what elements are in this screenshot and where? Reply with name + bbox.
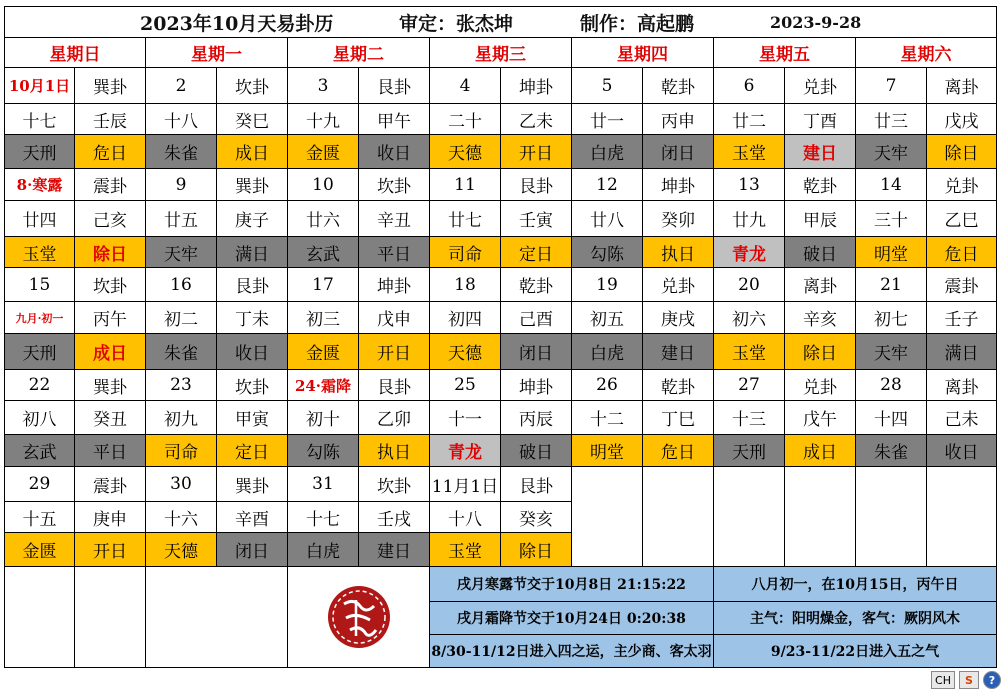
gua-name: 兑卦 (785, 370, 856, 401)
day-number: 16 (146, 268, 217, 302)
day-number: 24·霜降 (288, 370, 359, 401)
day-officer: 满日 (217, 237, 288, 268)
ganzhi: 壬戌 (359, 502, 430, 533)
day-star: 玄武 (4, 435, 75, 467)
day-officer: 闭日 (643, 135, 714, 169)
lunar-day: 十六 (146, 502, 217, 533)
day-number: 12 (572, 169, 643, 201)
day-number: 19 (572, 268, 643, 302)
ganzhi: 丙申 (643, 104, 714, 135)
day-star: 金匮 (288, 135, 359, 169)
weekday-header: 星期二 (288, 37, 430, 68)
ganzhi: 壬子 (927, 302, 997, 334)
gua-name: 兑卦 (785, 68, 856, 104)
gua-name: 坎卦 (359, 169, 430, 201)
gua-name: 震卦 (75, 169, 146, 201)
ganzhi: 丁未 (217, 302, 288, 334)
day-star: 天德 (146, 533, 217, 567)
day-officer: 建日 (359, 533, 430, 567)
day-star: 玄武 (288, 237, 359, 268)
day-star: 金匮 (288, 334, 359, 370)
maker-label: 制作：高起鹏 (580, 12, 695, 35)
gua-name: 巽卦 (75, 68, 146, 104)
day-number: 9 (146, 169, 217, 201)
day-star: 天牢 (146, 237, 217, 268)
lunar-day: 初七 (856, 302, 927, 334)
day-star: 司命 (146, 435, 217, 467)
day-star: 天牢 (856, 135, 927, 169)
day-officer: 满日 (927, 334, 997, 370)
seal-logo-cell (288, 567, 430, 668)
day-number: 30 (146, 467, 217, 502)
gua-name: 离卦 (785, 268, 856, 302)
day-star: 朱雀 (146, 135, 217, 169)
gua-name: 巽卦 (217, 467, 288, 502)
day-number: 13 (714, 169, 785, 201)
ganzhi: 乙卯 (359, 401, 430, 435)
day-star: 玉堂 (430, 533, 501, 567)
gua-name: 巽卦 (75, 370, 146, 401)
lunar-day: 十五 (4, 502, 75, 533)
lunar-day: 廿八 (572, 201, 643, 237)
day-number: 22 (4, 370, 75, 401)
lunar-day: 十七 (288, 502, 359, 533)
day-star: 朱雀 (146, 334, 217, 370)
jieqi-info-1: 戌月寒露节交于10月8日 21:15:22 (430, 567, 714, 602)
gua-name: 艮卦 (359, 68, 430, 104)
ganzhi: 辛亥 (785, 302, 856, 334)
ganzhi: 庚戌 (643, 302, 714, 334)
day-star: 勾陈 (572, 237, 643, 268)
day-star: 明堂 (572, 435, 643, 467)
gua-name: 兑卦 (927, 169, 997, 201)
lunar-day: 二十 (430, 104, 501, 135)
day-number: 5 (572, 68, 643, 104)
ganzhi: 丁巳 (643, 401, 714, 435)
gua-name: 坎卦 (217, 370, 288, 401)
ganzhi: 戊戌 (927, 104, 997, 135)
empty-cell (75, 567, 146, 668)
day-officer: 建日 (643, 334, 714, 370)
day-star: 勾陈 (288, 435, 359, 467)
day-officer: 除日 (501, 533, 572, 567)
gua-name: 离卦 (927, 370, 997, 401)
day-star: 青龙 (430, 435, 501, 467)
day-number: 28 (856, 370, 927, 401)
day-officer: 开日 (501, 135, 572, 169)
day-officer: 除日 (927, 135, 997, 169)
day-number: 14 (856, 169, 927, 201)
gua-name: 乾卦 (643, 68, 714, 104)
day-number: 10 (288, 169, 359, 201)
gua-name: 震卦 (927, 268, 997, 302)
yun-info: 8/30-11/12日进入四之运，主少商、客太羽 (430, 635, 714, 668)
day-star: 白虎 (288, 533, 359, 567)
day-officer: 建日 (785, 135, 856, 169)
jieqi-info-2: 戌月霜降节交于10月24日 0:20:38 (430, 602, 714, 635)
qi-period-info: 9/23-11/22日进入五之气 (714, 635, 997, 668)
lunar-day: 初二 (146, 302, 217, 334)
day-officer: 危日 (75, 135, 146, 169)
day-star: 玉堂 (714, 135, 785, 169)
gua-name: 坤卦 (359, 268, 430, 302)
gua-name: 兑卦 (643, 268, 714, 302)
day-officer: 破日 (785, 237, 856, 268)
ganzhi: 辛酉 (217, 502, 288, 533)
empty-cell (927, 467, 997, 567)
lunar-day: 十九 (288, 104, 359, 135)
gua-name: 艮卦 (501, 169, 572, 201)
day-number: 29 (4, 467, 75, 502)
day-number: 18 (430, 268, 501, 302)
day-officer: 除日 (785, 334, 856, 370)
gua-name: 艮卦 (359, 370, 430, 401)
empty-cell (714, 467, 785, 567)
ganzhi: 乙未 (501, 104, 572, 135)
ganzhi: 己亥 (75, 201, 146, 237)
lunar-day: 十四 (856, 401, 927, 435)
day-number: 4 (430, 68, 501, 104)
day-officer: 收日 (217, 334, 288, 370)
day-star: 明堂 (856, 237, 927, 268)
day-officer: 执日 (643, 237, 714, 268)
day-star: 白虎 (572, 334, 643, 370)
day-star: 玉堂 (714, 334, 785, 370)
day-number: 2 (146, 68, 217, 104)
day-star: 天牢 (856, 334, 927, 370)
qi-info: 主气：阳明燥金，客气：厥阴风木 (714, 602, 997, 635)
day-star: 天刑 (4, 334, 75, 370)
ganzhi: 癸丑 (75, 401, 146, 435)
ime-ch-indicator[interactable]: CH (931, 671, 955, 689)
lunar-day: 初五 (572, 302, 643, 334)
day-number: 31 (288, 467, 359, 502)
day-star: 天刑 (4, 135, 75, 169)
gua-name: 坤卦 (501, 68, 572, 104)
ganzhi: 辛丑 (359, 201, 430, 237)
day-number: 25 (430, 370, 501, 401)
lunar-day: 十八 (430, 502, 501, 533)
day-number: 11月1日 (430, 467, 501, 502)
lunar-day: 廿二 (714, 104, 785, 135)
lunar-day: 十七 (4, 104, 75, 135)
lunar-day: 廿三 (856, 104, 927, 135)
ganzhi: 丙辰 (501, 401, 572, 435)
calendar-title: 2023年10月天易卦历 (140, 12, 334, 35)
day-star: 天刑 (714, 435, 785, 467)
gua-name: 坎卦 (217, 68, 288, 104)
day-officer: 执日 (359, 435, 430, 467)
day-number: 21 (856, 268, 927, 302)
ganzhi: 乙巳 (927, 201, 997, 237)
gua-name: 坎卦 (359, 467, 430, 502)
weekday-header: 星期六 (856, 37, 997, 68)
weekday-header: 星期五 (714, 37, 856, 68)
ganzhi: 庚申 (75, 502, 146, 533)
day-officer: 定日 (217, 435, 288, 467)
empty-cell (4, 567, 75, 668)
day-number: 3 (288, 68, 359, 104)
title-bar (4, 6, 997, 38)
day-officer: 危日 (927, 237, 997, 268)
lunar-day: 廿六 (288, 201, 359, 237)
ganzhi: 癸亥 (501, 502, 572, 533)
lunar-day: 十三 (714, 401, 785, 435)
seal-logo-icon (326, 584, 392, 650)
lunar-day: 廿四 (4, 201, 75, 237)
ganzhi: 己酉 (501, 302, 572, 334)
empty-cell (856, 467, 927, 567)
ganzhi: 癸卯 (643, 201, 714, 237)
lunar-day: 十二 (572, 401, 643, 435)
ganzhi: 己未 (927, 401, 997, 435)
lunar-day: 廿一 (572, 104, 643, 135)
lunar-day: 初八 (4, 401, 75, 435)
day-star: 玉堂 (4, 237, 75, 268)
day-officer: 成日 (785, 435, 856, 467)
ganzhi: 壬寅 (501, 201, 572, 237)
day-star: 天德 (430, 334, 501, 370)
date-label: 2023-9-28 (770, 12, 862, 32)
lunar-day: 初三 (288, 302, 359, 334)
gua-name: 艮卦 (501, 467, 572, 502)
day-officer: 闭日 (501, 334, 572, 370)
lunar-day: 三十 (856, 201, 927, 237)
day-star: 司命 (430, 237, 501, 268)
day-officer: 定日 (501, 237, 572, 268)
day-star: 天德 (430, 135, 501, 169)
day-officer: 收日 (359, 135, 430, 169)
weekday-header: 星期三 (430, 37, 572, 68)
lunar-day: 十八 (146, 104, 217, 135)
lunar-day: 初十 (288, 401, 359, 435)
lunar-day: 九月·初一 (4, 302, 75, 334)
gua-name: 震卦 (75, 467, 146, 502)
day-officer: 成日 (75, 334, 146, 370)
day-star: 金匮 (4, 533, 75, 567)
status-tray (931, 670, 1001, 690)
lunar-day: 初四 (430, 302, 501, 334)
day-officer: 闭日 (217, 533, 288, 567)
gua-name: 巽卦 (217, 169, 288, 201)
lunar-day: 初九 (146, 401, 217, 435)
ganzhi: 丁酉 (785, 104, 856, 135)
calendar-sheet (4, 6, 997, 686)
day-officer: 破日 (501, 435, 572, 467)
gua-name: 乾卦 (643, 370, 714, 401)
day-number: 6 (714, 68, 785, 104)
sogou-icon[interactable]: S (959, 671, 979, 689)
lunar-day: 廿五 (146, 201, 217, 237)
ganzhi: 甲辰 (785, 201, 856, 237)
ganzhi: 甲午 (359, 104, 430, 135)
ganzhi: 壬辰 (75, 104, 146, 135)
weekday-header: 星期日 (4, 37, 146, 68)
day-number: 8·寒露 (4, 169, 75, 201)
ganzhi: 癸巳 (217, 104, 288, 135)
empty-cell (643, 467, 714, 567)
day-officer: 成日 (217, 135, 288, 169)
ganzhi: 丙午 (75, 302, 146, 334)
empty-cell (572, 467, 643, 567)
day-number: 15 (4, 268, 75, 302)
gua-name: 离卦 (927, 68, 997, 104)
gua-name: 坤卦 (643, 169, 714, 201)
lunar-day: 廿七 (430, 201, 501, 237)
weekday-header: 星期四 (572, 37, 714, 68)
gua-name: 乾卦 (785, 169, 856, 201)
day-officer: 收日 (927, 435, 997, 467)
day-number: 23 (146, 370, 217, 401)
day-officer: 平日 (359, 237, 430, 268)
ganzhi: 戊申 (359, 302, 430, 334)
empty-cell (785, 467, 856, 567)
gua-name: 乾卦 (501, 268, 572, 302)
lunar-day: 十一 (430, 401, 501, 435)
lunar-note: 八月初一，在10月15日，丙午日 (714, 567, 997, 602)
lunar-day: 初六 (714, 302, 785, 334)
day-star: 朱雀 (856, 435, 927, 467)
ganzhi: 甲寅 (217, 401, 288, 435)
day-officer: 平日 (75, 435, 146, 467)
ganzhi: 庚子 (217, 201, 288, 237)
gua-name: 坎卦 (75, 268, 146, 302)
day-number: 11 (430, 169, 501, 201)
day-officer: 除日 (75, 237, 146, 268)
lunar-day: 廿九 (714, 201, 785, 237)
day-number: 27 (714, 370, 785, 401)
day-number: 20 (714, 268, 785, 302)
day-star: 白虎 (572, 135, 643, 169)
day-officer: 危日 (643, 435, 714, 467)
empty-cell (146, 567, 288, 668)
weekday-header: 星期一 (146, 37, 288, 68)
reviewer-label: 审定：张杰坤 (399, 12, 514, 35)
day-officer: 开日 (75, 533, 146, 567)
day-number: 17 (288, 268, 359, 302)
day-number: 7 (856, 68, 927, 104)
help-icon[interactable]: ? (983, 671, 1001, 689)
day-officer: 开日 (359, 334, 430, 370)
gua-name: 艮卦 (217, 268, 288, 302)
day-number: 26 (572, 370, 643, 401)
calendar-grid (4, 37, 997, 686)
day-number: 10月1日 (4, 68, 75, 104)
ganzhi: 戊午 (785, 401, 856, 435)
gua-name: 坤卦 (501, 370, 572, 401)
day-star: 青龙 (714, 237, 785, 268)
